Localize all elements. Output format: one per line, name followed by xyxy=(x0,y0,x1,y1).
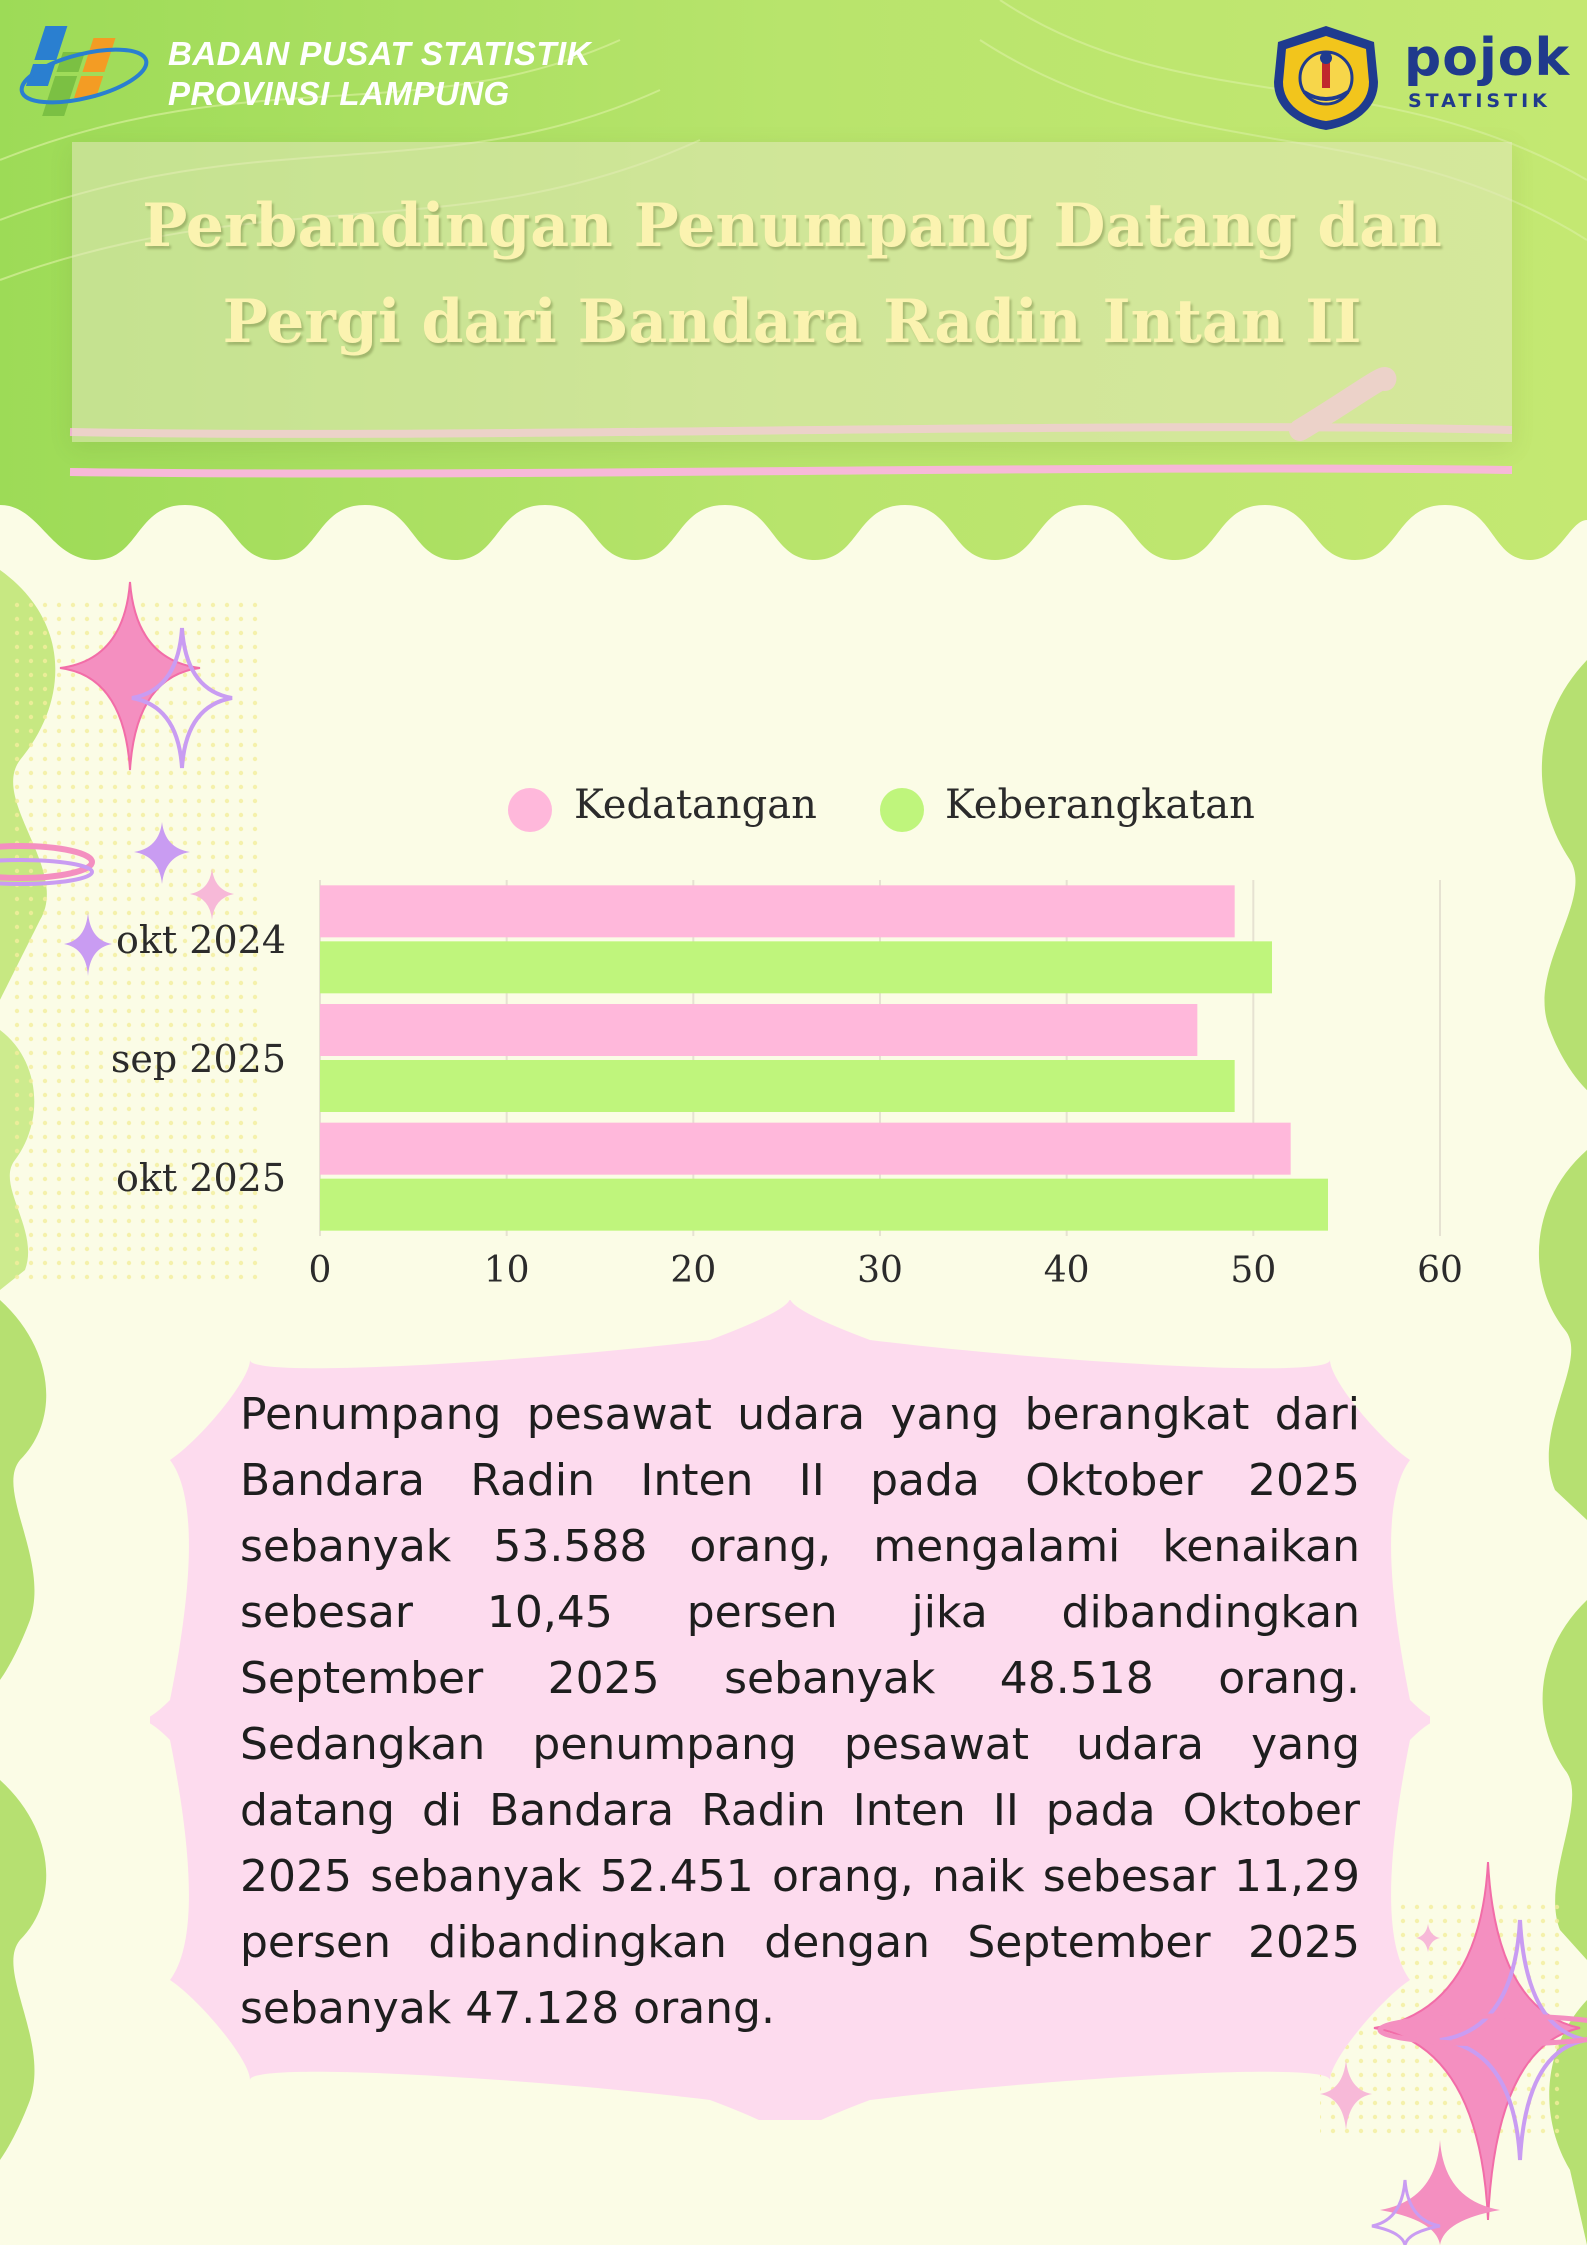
category-label: okt 2025 xyxy=(116,1156,286,1200)
bar-kedatangan-okt-2024 xyxy=(320,885,1235,937)
legend-label-keberangkatan: Keberangkatan xyxy=(945,782,1255,828)
x-tick-label: 50 xyxy=(1230,1250,1277,1291)
title-line-1: Perbandingan Penumpang Datang dan xyxy=(142,191,1442,261)
x-tick-label: 40 xyxy=(1043,1250,1090,1291)
bar-kedatangan-sep-2025 xyxy=(320,1004,1197,1056)
title-line-2: Pergi dari Bandara Radin Intan II xyxy=(222,287,1362,357)
organization-line-2: PROVINSI LAMPUNG xyxy=(168,75,510,112)
x-tick-label: 30 xyxy=(857,1250,903,1291)
description-text: Penumpang pesawat udara yang berangkat dari Bandara Radin Inten II pada Oktober 2025 sebanyak 53.588 orang, mengalami kenaikan sebesar 10,45 persen jika dibandingkan September 2025 sebanyak 48.518 orang. Sedangkan penumpang pesawat udara yang datang di Bandara Radin Inten II pada Oktober 2025 sebanyak 52.451 orang, naik sebesar 11,29 persen dibandingkan dengan September 2025 sebanyak 47.128 orang. xyxy=(240,1389,1360,2034)
legend-label-kedatangan: Kedatangan xyxy=(574,782,817,828)
x-tick-label: 10 xyxy=(483,1250,530,1291)
pojok-logo-text: pojok xyxy=(1404,28,1571,88)
bar-keberangkatan-sep-2025 xyxy=(320,1060,1235,1112)
bar-kedatangan-okt-2025 xyxy=(320,1123,1291,1175)
bar-keberangkatan-okt-2024 xyxy=(320,941,1272,993)
category-label: sep 2025 xyxy=(110,1037,286,1081)
organization-line-1: BADAN PUSAT STATISTIK xyxy=(168,35,591,72)
bar-keberangkatan-okt-2025 xyxy=(320,1179,1328,1231)
x-tick-label: 60 xyxy=(1417,1250,1463,1291)
x-tick-label: 0 xyxy=(308,1250,332,1291)
pojok-logo-subtext: STATISTIK xyxy=(1408,90,1551,112)
category-label: okt 2024 xyxy=(116,918,286,962)
x-tick-label: 20 xyxy=(670,1250,717,1291)
